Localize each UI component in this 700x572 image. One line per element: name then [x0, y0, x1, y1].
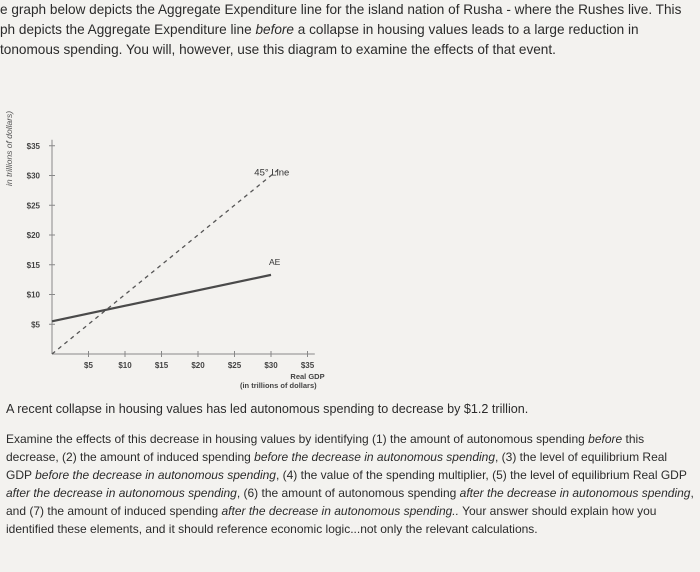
- y-tick-label: $15: [26, 260, 40, 270]
- guide-45-degree-line: [52, 170, 278, 354]
- x-tick-label: $30: [264, 361, 278, 370]
- q-part-3-em: before the decrease in autonomous spending: [35, 468, 276, 482]
- question-block: [6, 400, 696, 538]
- intro-line-2: [0, 20, 700, 40]
- q-part-6-em: after the decrease in autonomous spending..: [221, 504, 459, 518]
- y-tick-label: $35: [26, 141, 40, 151]
- q-part-1-em: before: [588, 432, 623, 446]
- q-part-2: this decrease, (2) the amount of induced spending: [6, 432, 645, 464]
- x-tick-label: $25: [227, 361, 242, 370]
- x-tick-label: $35: [300, 361, 315, 370]
- y-tick-labels: [27, 142, 55, 330]
- ae-line-label: AE: [269, 256, 281, 267]
- chart-labels: [240, 372, 325, 390]
- q-part-5-em: after the decrease in autonomous spending: [459, 486, 691, 500]
- q-part-3: , (3) the level of equilibrium Real GDP: [6, 450, 668, 482]
- guide-line-label: 45° Line: [254, 167, 290, 179]
- q-part-2-em: before the decrease in autonomous spending: [254, 450, 496, 464]
- x-tick-label: $10: [118, 361, 132, 370]
- q-part-4-em: after the decrease in autonomous spending: [6, 486, 237, 500]
- x-tick-label: $15: [154, 361, 169, 370]
- intro-line-1: e graph below depicts the Aggregate Expenditure line for the island nation of Rusha - where the Rushes live. This: [0, 2, 682, 17]
- chart-series: [52, 168, 289, 354]
- y-tick-label: $20: [26, 231, 40, 240]
- q-part-7: Your answer should explain how you identified these elements, and it should reference economic logic...not only the relevant calculations.: [6, 504, 657, 536]
- intro-line-3: tonomous spending. You will, however, use this diagram to examine the effects of that event.: [0, 42, 556, 57]
- intro-line-2-em: before: [255, 22, 294, 37]
- question-body: [6, 430, 696, 538]
- y-tick-label: $30: [26, 171, 40, 181]
- ae-line: [52, 275, 271, 321]
- x-axis-unit-label: (in trillions of dollars): [239, 381, 317, 390]
- question-lead: A recent collapse in housing values has led autonomous spending to decrease by $1.2 trillion.: [6, 402, 529, 416]
- aggregate-expenditure-chart: [0, 78, 700, 398]
- x-axis-label: Real GDP: [290, 372, 325, 381]
- y-tick-label: $10: [26, 290, 40, 300]
- q-part-4: , (4) the value of the spending multiplier, (5) the level of equilibrium Real GDP: [275, 468, 687, 482]
- q-part-6: , and (7) the amount of induced spending: [6, 486, 694, 518]
- q-part-5: , (6) the amount of autonomous spending: [236, 486, 460, 500]
- problem-intro: [0, 0, 700, 60]
- intro-line-2-b: a collapse in housing values leads to a large reduction in: [294, 22, 639, 37]
- y-tick-label: $5: [31, 320, 40, 330]
- x-tick-label: $5: [84, 361, 93, 370]
- intro-line-2-a: ph depicts the Aggregate Expenditure line: [0, 22, 256, 37]
- x-tick-label: $20: [191, 361, 205, 370]
- q-part-1: Examine the effects of this decrease in housing values by identifying (1) the amount of autonomous spending: [6, 432, 589, 446]
- y-axis-side-label: in trillions of dollars): [4, 110, 14, 186]
- y-tick-label: $25: [26, 201, 40, 211]
